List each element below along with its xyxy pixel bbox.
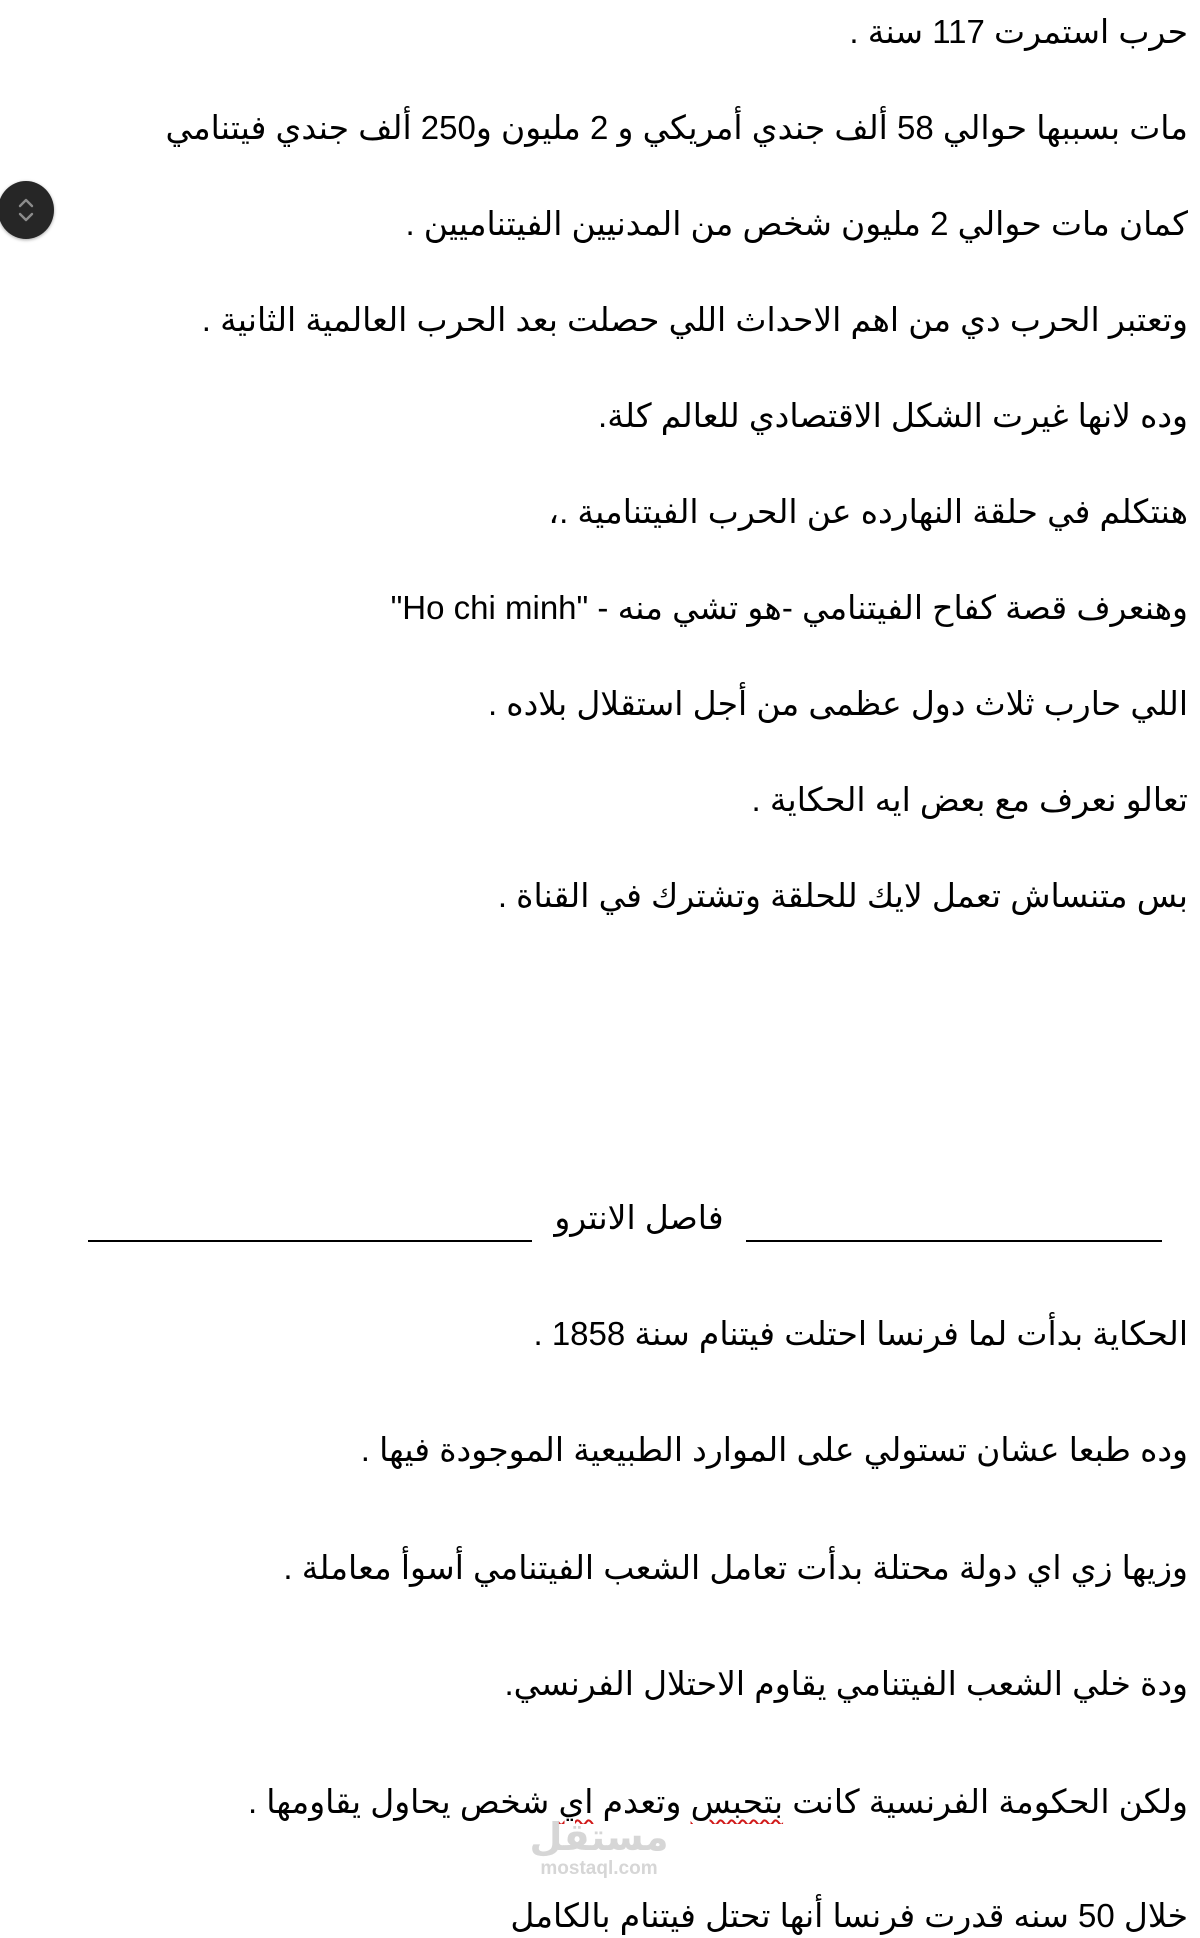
separator-rule-right (746, 1240, 1162, 1242)
doc-line: بس متنساش تعمل لايك للحلقة وتشترك في القناة . (497, 877, 1188, 914)
separator-rule-left (88, 1240, 532, 1242)
latin-name: "Ho chi minh" (390, 589, 589, 626)
doc-line: وتعتبر الحرب دي من اهم الاحداث اللي حصلت بعد الحرب العالمية الثانية . (201, 301, 1188, 338)
doc-line-text: شخص يحاول يقاومها . (247, 1783, 559, 1820)
misspelled-word[interactable]: بتحبس (690, 1783, 784, 1820)
doc-line: هنتكلم في حلقة النهارده عن الحرب الفيتنامية .، (548, 493, 1188, 530)
doc-line-mixed (38, 586, 1188, 630)
scroll-handle[interactable] (0, 181, 54, 239)
doc-line: تعالو نعرف مع بعض ايه الحكاية . (751, 781, 1188, 818)
watermark-logo (524, 1818, 674, 1880)
doc-line: مات بسببها حوالي 58 ألف جندي أمريكي و 2 مليون و250 ألف جندي فيتنامي (165, 109, 1188, 146)
doc-line: كمان مات حوالي 2 مليون شخص من المدنيين الفيتناميين . (405, 205, 1188, 242)
separator-label: فاصل الانترو (554, 1199, 724, 1236)
doc-line: اللي حارب ثلاث دول عظمى من أجل استقلال بلاده . (487, 685, 1188, 722)
doc-line: ودة خلي الشعب الفيتنامي يقاوم الاحتلال الفرنسي. (504, 1665, 1188, 1702)
chevron-up-down-icon (14, 194, 38, 226)
watermark-url: mostaql.com (540, 1858, 658, 1879)
misspelled-word[interactable]: اي (558, 1783, 594, 1820)
doc-line-partial: خلال 50 سنه قدرت فرنسا أنها تحتل فيتنام بالكامل (510, 1897, 1188, 1934)
doc-line-text: ولكن الحكومة الفرنسية كانت (783, 1783, 1188, 1820)
doc-line-text: وتعدم (593, 1783, 691, 1820)
doc-line: وده طبعا عشان تستولي على الموارد الطبيعية الموجودة فيها . (360, 1431, 1188, 1468)
doc-line-text: وهنعرف قصة كفاح الفيتنامي -هو تشي منه - (588, 589, 1188, 626)
doc-line: حرب استمرت 117 سنة . (849, 13, 1188, 50)
doc-line: وده لانها غيرت الشكل الاقتصادي للعالم كلة. (598, 397, 1188, 434)
doc-line: الحكاية بدأت لما فرنسا احتلت فيتنام سنة 1858 . (533, 1315, 1188, 1352)
doc-line: وزيها زي اي دولة محتلة بدأت تعامل الشعب الفيتنامي أسوأ معاملة . (283, 1549, 1188, 1586)
watermark-logo-text: مستقل (529, 1817, 669, 1859)
